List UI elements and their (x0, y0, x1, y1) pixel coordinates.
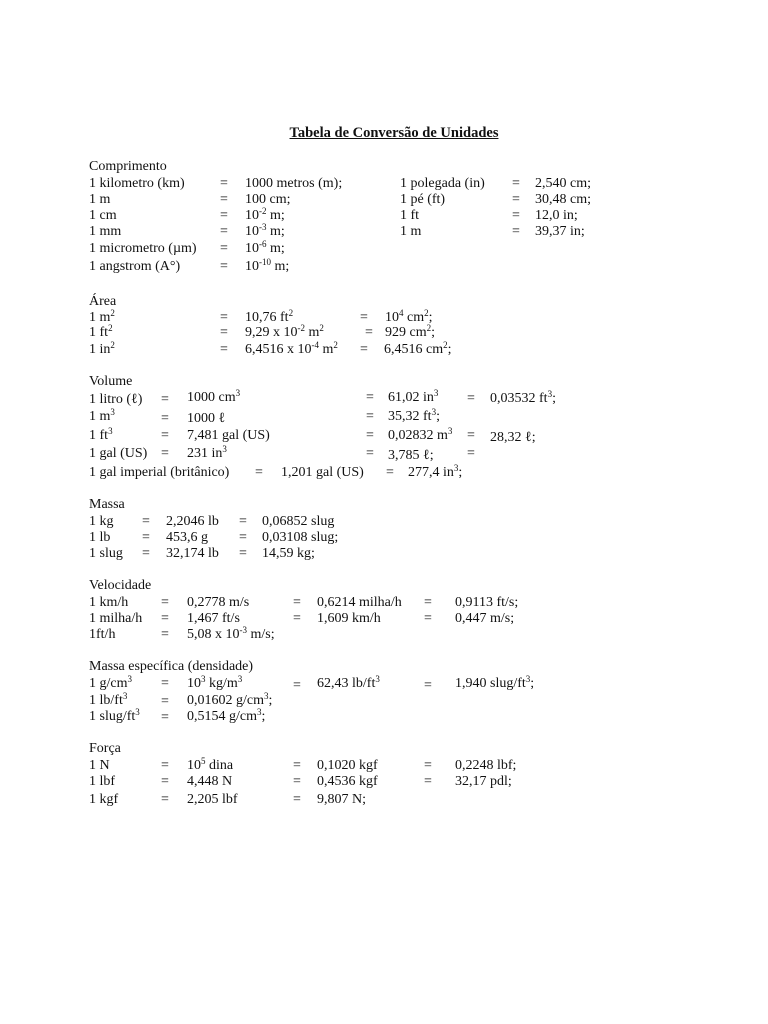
row-label: 1 N (89, 758, 110, 773)
section-heading: Área (89, 294, 117, 309)
equals-sign: = (220, 325, 228, 340)
row-label: 1 milha/h (89, 611, 143, 626)
equals-sign: = (424, 595, 432, 610)
row-value: 6,4516 x $10^{-4}$ $m^2$ (245, 340, 338, 357)
equals-sign: = (161, 792, 169, 807)
equals-sign: = (360, 310, 368, 325)
row-value: 1,467 ft/s (187, 611, 240, 626)
row-value: 9,29 x $10^{-2}$ $m^2$ (245, 323, 324, 340)
equals-sign: = (142, 546, 150, 561)
row-value: 0,03108 slug; (262, 530, 339, 545)
equals-sign: = (220, 259, 228, 274)
row-value: 12,0 in; (535, 208, 578, 223)
row-value: $10^4$ $cm^2$; (385, 308, 433, 325)
row-value: 39,37 in; (535, 224, 585, 239)
equals-sign: = (467, 391, 475, 406)
equals-sign: = (365, 325, 373, 340)
equals-sign: = (161, 446, 169, 461)
equals-sign: = (424, 758, 432, 773)
row-label: 1 km/h (89, 595, 129, 610)
row-label: 1 ft (400, 208, 420, 223)
row-value: 30,48 cm; (535, 192, 591, 207)
equals-sign: = (220, 310, 228, 325)
row-value: 4,448 N (187, 774, 233, 789)
equals-sign: = (239, 546, 247, 561)
section-heading: Massa específica (densidade) (89, 659, 254, 674)
row-value: 231 $in^3$ (187, 444, 227, 461)
equals-sign: = (255, 465, 263, 480)
row-value: 0,06852 slug (262, 514, 335, 529)
equals-sign: = (161, 411, 169, 426)
equals-sign: = (293, 758, 301, 773)
row-value: 1,940 slug/$ft^3$; (455, 674, 535, 691)
equals-sign: = (142, 514, 150, 529)
equals-sign: = (220, 208, 228, 223)
row-value: $10^{-2}$ m; (245, 206, 285, 223)
equals-sign: = (366, 446, 374, 461)
row-value: 5,08 x $10^{-3}$ m/s; (187, 625, 275, 642)
row-label: 1 kg (89, 514, 114, 529)
row-value: $10^3$ $kg/m^3$ (187, 674, 243, 691)
row-label: 1ft/h (89, 627, 116, 642)
row-label: 1 kilometro (km) (89, 176, 185, 191)
row-value: 32,17 pdl; (455, 774, 512, 789)
equals-sign: = (161, 710, 169, 725)
row-label: 1 $m^3$ (89, 407, 115, 424)
row-value: 100 cm; (245, 192, 291, 207)
row-value: 7,481 gal (US) (187, 428, 270, 443)
row-value: $10^{-3}$ m; (245, 222, 285, 239)
row-value: 3,785 ℓ; (388, 448, 434, 463)
row-value: 1,201 gal (US) (281, 465, 364, 480)
equals-sign: = (161, 595, 169, 610)
equals-sign: = (220, 241, 228, 256)
row-label: 1 lb (89, 530, 111, 545)
row-value: 2,205 lbf (187, 792, 238, 807)
equals-sign: = (512, 176, 520, 191)
row-value: 0,6214 milha/h (317, 595, 402, 610)
section-heading: Velocidade (89, 578, 152, 593)
equals-sign: = (161, 676, 169, 691)
equals-sign: = (161, 428, 169, 443)
row-value: 277,4 $in^3$; (408, 463, 463, 480)
row-label: 1 $lb/ft^3$ (89, 691, 128, 708)
row-label: 1 kgf (89, 792, 119, 807)
section-heading: Massa (89, 497, 125, 512)
row-label: 1 mm (89, 224, 122, 239)
row-label: 1 pé (ft) (400, 192, 446, 207)
equals-sign: = (220, 224, 228, 239)
equals-sign: = (293, 774, 301, 789)
equals-sign: = (293, 792, 301, 807)
row-value: 2,540 cm; (535, 176, 591, 191)
row-value: 1000 $cm^3$ (187, 388, 241, 405)
row-value: 35,32 $ft^3$; (388, 407, 440, 424)
equals-sign: = (142, 530, 150, 545)
equals-sign: = (424, 774, 432, 789)
row-value: 10,76 $ft^2$ (245, 308, 294, 325)
equals-sign: = (239, 530, 247, 545)
row-value: 0,03532 $ft^3$; (490, 389, 556, 406)
row-value: 453,6 g (166, 530, 208, 545)
row-value: 0,4536 kgf (317, 774, 378, 789)
row-label: 1 polegada (in) (400, 176, 485, 191)
equals-sign: = (161, 758, 169, 773)
row-value: 6,4516 $cm^2$; (384, 340, 452, 357)
equals-sign: = (512, 192, 520, 207)
page-title: Tabela de Conversão de Unidades (289, 125, 499, 141)
row-label: 1 gal (US) (89, 446, 148, 461)
equals-sign: = (512, 224, 520, 239)
equals-sign: = (293, 678, 301, 693)
row-value: 0,2248 lbf; (455, 758, 517, 773)
equals-sign: = (366, 428, 374, 443)
row-label: 1 micrometro (µm) (89, 241, 197, 256)
equals-sign: = (220, 342, 228, 357)
row-label: 1 $m^2$ (89, 308, 115, 325)
equals-sign: = (293, 595, 301, 610)
row-label: 1 $ft^2$ (89, 323, 113, 340)
equals-sign: = (512, 208, 520, 223)
row-label: 1 slug (89, 546, 123, 561)
row-label: 1 cm (89, 208, 117, 223)
equals-sign: = (360, 342, 368, 357)
row-label: 1 angstrom (A°) (89, 259, 181, 274)
equals-sign: = (386, 465, 394, 480)
section-heading: Comprimento (89, 159, 167, 174)
row-label: 1 m (400, 224, 422, 239)
equals-sign: = (424, 611, 432, 626)
row-value: 0,01602 $g/cm^3$; (187, 691, 273, 708)
row-label: 1 litro (ℓ) (89, 392, 143, 407)
row-value: 61,02 $in^3$ (388, 388, 439, 405)
row-value: 0,02832 $m^3$ (388, 426, 453, 443)
row-label: 1 $g/cm^3$ (89, 674, 132, 691)
row-value: 2,2046 lb (166, 514, 219, 529)
row-value: 929 $cm^2$; (385, 323, 435, 340)
row-value: 14,59 kg; (262, 546, 315, 561)
equals-sign: = (467, 428, 475, 443)
row-value: 32,174 lb (166, 546, 219, 561)
equals-sign: = (161, 627, 169, 642)
section-heading: Volume (89, 374, 133, 389)
row-value: 0,1020 kgf (317, 758, 378, 773)
row-label: 1 lbf (89, 774, 116, 789)
equals-sign: = (220, 176, 228, 191)
equals-sign: = (293, 611, 301, 626)
row-label: 1 gal imperial (britânico) (89, 465, 230, 480)
row-value: 28,32 ℓ; (490, 430, 536, 445)
equals-sign: = (161, 694, 169, 709)
equals-sign: = (161, 392, 169, 407)
equals-sign: = (366, 390, 374, 405)
row-value: $10^5$ dina (187, 756, 234, 773)
row-label: 1 slug/$ft^3$ (89, 707, 140, 724)
row-value: $10^{-6}$ m; (245, 239, 285, 256)
row-value: 0,9113 ft/s; (455, 595, 519, 610)
row-value: 0,447 m/s; (455, 611, 515, 626)
equals-sign: = (467, 446, 475, 461)
equals-sign: = (220, 192, 228, 207)
equals-sign: = (239, 514, 247, 529)
row-value: 0,2778 m/s (187, 595, 250, 610)
row-label: 1 m (89, 192, 111, 207)
equals-sign: = (424, 678, 432, 693)
row-value: 1000 ℓ (187, 411, 226, 426)
equals-sign: = (366, 409, 374, 424)
row-value: 9,807 N; (317, 792, 366, 807)
equals-sign: = (161, 774, 169, 789)
row-value: 1000 metros (m); (245, 176, 343, 191)
row-value: 0,5154 $g/cm^3$; (187, 707, 266, 724)
section-heading: Força (89, 741, 121, 756)
row-value: $10^{-10}$ m; (245, 257, 290, 274)
row-label: 1 $ft^3$ (89, 426, 113, 443)
row-value: 62,43 $lb/ft^3$ (317, 674, 380, 691)
equals-sign: = (161, 611, 169, 626)
row-value: 1,609 km/h (317, 611, 381, 626)
row-label: 1 $in^2$ (89, 340, 115, 357)
